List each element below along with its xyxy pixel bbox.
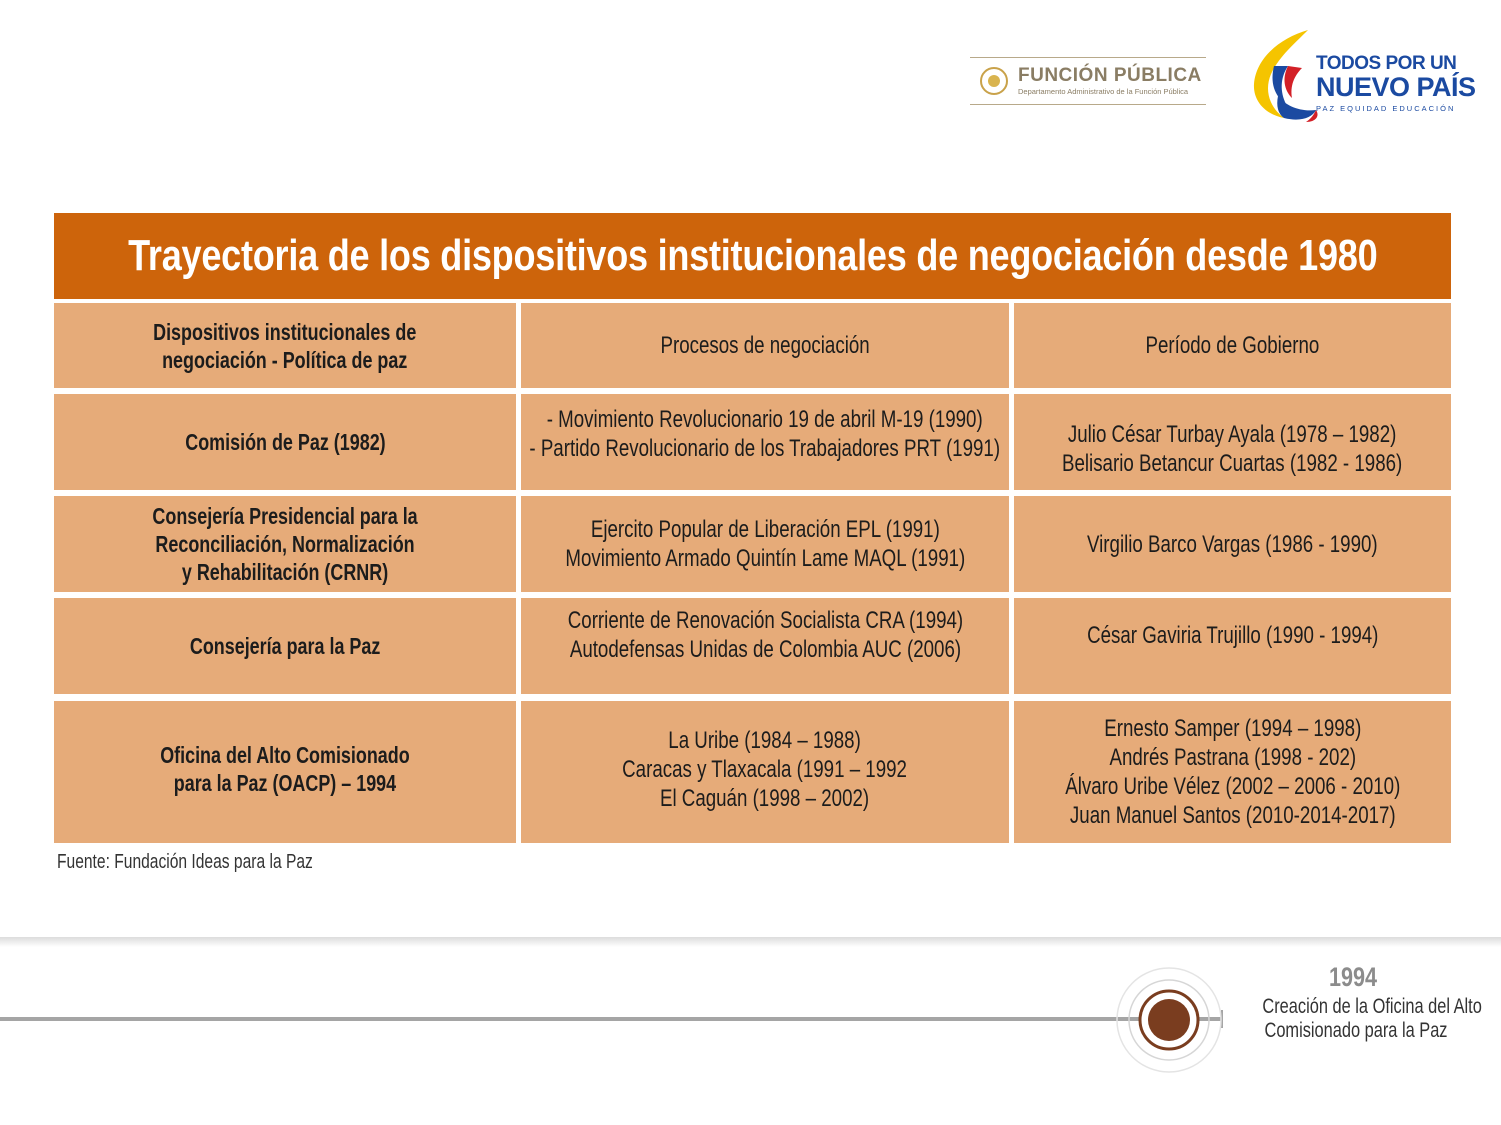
tpn-line2: NUEVO PAÍS (1316, 72, 1476, 102)
footer-divider (0, 937, 1501, 947)
tpn-tagline: PAZ EQUIDAD EDUCACIÓN (1316, 104, 1456, 113)
timeline-event (1262, 995, 1482, 1043)
cell-line: para la Paz (OACP) – 1994 (173, 770, 397, 796)
cell-line: Andrés Pastrana (1998 - 202) (1109, 744, 1356, 771)
cell-line: - Partido Revolucionario de los Trabajadores PRT (1991) (529, 435, 1001, 462)
colombia-coat-of-arms-icon (980, 67, 1008, 95)
cell-line: La Uribe (1984 – 1988) (668, 726, 862, 754)
funcion-publica-title: FUNCIÓN PÚBLICA (1018, 65, 1202, 87)
timeline-event-line: Comisionado para la Paz (1264, 1019, 1448, 1042)
source-note: Fuente: Fundación Ideas para la Paz (57, 851, 313, 873)
cell-line: Comisión de Paz (1982) (184, 429, 386, 455)
table-cell-processes (521, 394, 1009, 490)
cell-line: Belisario Betancur Cuartas (1982 - 1986) (1062, 450, 1403, 477)
header-label: Período de Gobierno (1145, 332, 1320, 359)
timeline-node-icon (1112, 967, 1232, 1087)
table-header-cell (521, 303, 1009, 388)
table-cell-device (54, 496, 516, 592)
table-cell-government (1014, 496, 1451, 592)
timeline-line (0, 1017, 1222, 1021)
header-label: negociación - Política de paz (162, 346, 408, 373)
table-cell-processes (521, 496, 1009, 592)
cell-line: Álvaro Uribe Vélez (2002 – 2006 - 2010) (1064, 773, 1401, 800)
todos-por-un-nuevo-pais-logo (1316, 54, 1476, 113)
tpn-line1: TODOS POR UN (1316, 53, 1457, 74)
funcion-publica-subtitle: Departamento Administrativo de la Función Pública (1018, 87, 1189, 97)
cell-line: Consejería Presidencial para la (152, 503, 418, 529)
table-cell-device (54, 598, 516, 694)
cell-line: Consejería para la Paz (189, 633, 381, 659)
cell-line: Julio César Turbay Ayala (1978 – 1982) (1068, 421, 1397, 448)
table-cell-government (1014, 394, 1451, 490)
timeline-event-line: Creación de la Oficina del Alto (1262, 995, 1482, 1018)
timeline-year: 1994 (1328, 962, 1378, 992)
header-label: Procesos de negociación (660, 332, 870, 359)
table-cell-device (54, 394, 516, 490)
funcion-publica-logo (970, 57, 1206, 105)
table-header-cell (1014, 303, 1451, 388)
table-cell-device (54, 701, 516, 843)
cell-line: Virgilio Barco Vargas (1986 - 1990) (1087, 530, 1378, 558)
cell-line: Ernesto Samper (1994 – 1998) (1103, 715, 1362, 742)
cell-line: El Caguán (1998 – 2002) (660, 784, 870, 812)
title-bar (54, 213, 1451, 299)
page-title: Trayectoria de los dispositivos institucionales de negociación desde 1980 (127, 231, 1378, 280)
table-cell-government (1014, 701, 1451, 843)
table-cell-processes (521, 701, 1009, 843)
cell-line: y Rehabilitación (CRNR) (181, 559, 389, 585)
cell-line: Ejercito Popular de Liberación EPL (1991) (590, 516, 940, 543)
cell-line: Corriente de Renovación Socialista CRA (1994) (567, 607, 963, 634)
cell-line: Movimiento Armado Quintín Lame MAQL (1991) (565, 545, 965, 572)
cell-line: Caracas y Tlaxacala (1991 – 1992 (622, 755, 908, 783)
table-header-cell (54, 303, 516, 388)
table-cell-government (1014, 598, 1451, 694)
cell-line: Reconciliación, Normalización (155, 531, 415, 557)
cell-line: Juan Manuel Santos (2010-2014-2017) (1069, 802, 1396, 829)
cell-line: - Movimiento Revolucionario 19 de abril M-19 (1990) (547, 406, 983, 433)
cell-line: César Gaviria Trujillo (1990 - 1994) (1086, 621, 1379, 649)
header-label: Dispositivos institucionales de (153, 318, 417, 345)
cell-line: Autodefensas Unidas de Colombia AUC (2006) (569, 636, 961, 663)
cell-line: Oficina del Alto Comisionado (160, 742, 410, 768)
table-cell-processes (521, 598, 1009, 694)
